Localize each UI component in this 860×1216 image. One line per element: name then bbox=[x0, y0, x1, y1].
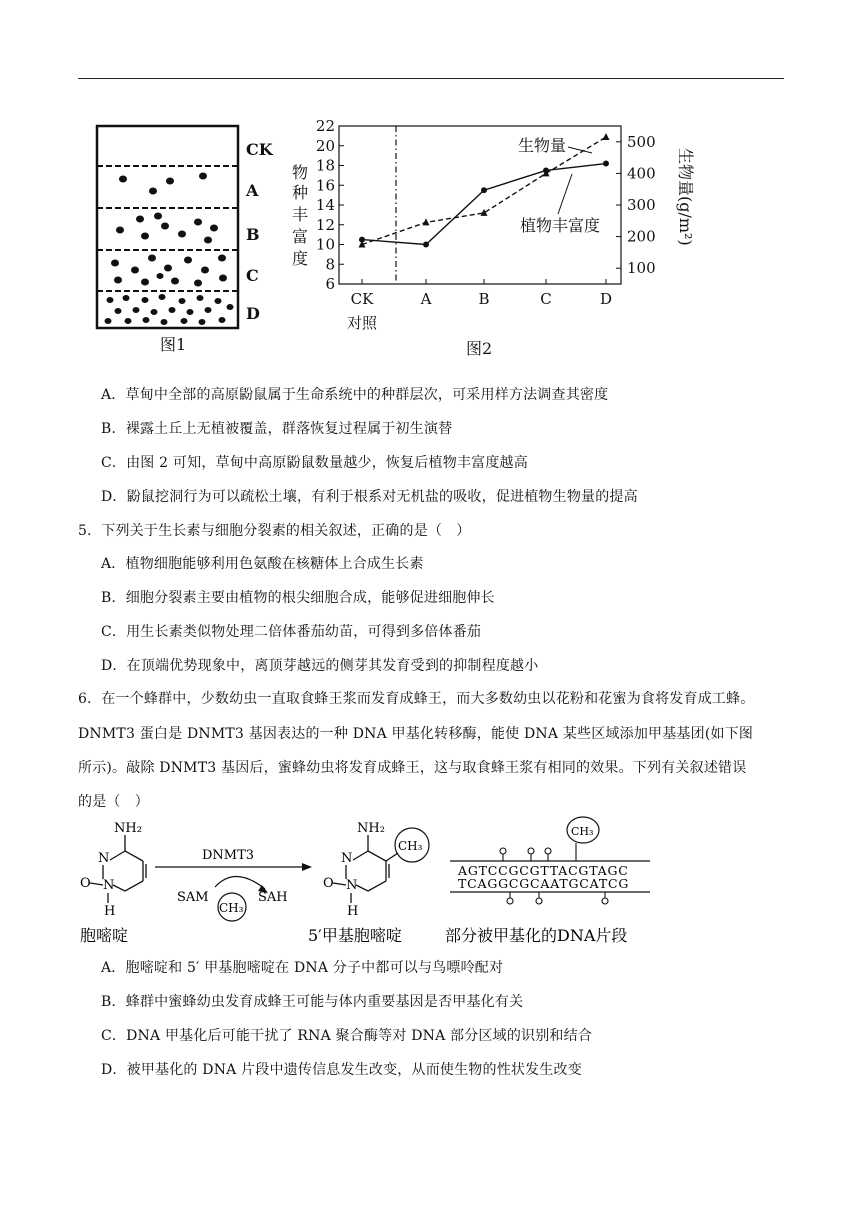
caption-methylcytosine: 5′甲基胞嘧啶 bbox=[308, 926, 402, 945]
x-tick-label: C bbox=[540, 290, 552, 308]
enzyme-label: DNMT3 bbox=[202, 848, 255, 863]
methyl-group-label: CH₃ bbox=[398, 839, 423, 853]
q6-stem-line: DNMT3 蛋白是 DNMT3 基因表达的一种 DNA 甲基化转移酶，能使 DNA 某些区域添加甲基基团(如下图 bbox=[78, 726, 754, 742]
biomass-point bbox=[423, 218, 430, 225]
left-tick-label: 18 bbox=[315, 156, 335, 175]
right-tick-label: 300 bbox=[627, 196, 656, 214]
caption-cytosine: 胞嘧啶 bbox=[80, 926, 129, 945]
cytosine-n3: N bbox=[98, 851, 110, 866]
q6-option-c: C．DNA 甲基化后可能干扰了 RNA 聚合酶等对 DNA 部分区域的识别和结合 bbox=[101, 1028, 593, 1044]
left-tick-label: 14 bbox=[315, 196, 335, 214]
q6-stem-line: 的是（ ） bbox=[78, 794, 149, 810]
dots-layer-a bbox=[119, 173, 207, 195]
methylcytosine-nh2: NH₂ bbox=[357, 821, 385, 836]
x-tick-label: CK bbox=[350, 290, 374, 308]
left-axis-label-char: 富 bbox=[291, 227, 309, 246]
row-label-a: A bbox=[246, 181, 259, 200]
cytosine-h: H bbox=[104, 904, 116, 919]
dots-layer-c bbox=[111, 255, 227, 287]
row-label-ck: CK bbox=[246, 140, 273, 159]
left-tick-label: 8 bbox=[325, 255, 335, 274]
sah-label: SAH bbox=[258, 890, 288, 905]
figure-2-caption: 图2 bbox=[466, 339, 493, 358]
right-tick-label: 500 bbox=[627, 132, 656, 151]
q5-option-c: C．用生长素类似物处理二倍体番茄幼苗，可得到多倍体番茄 bbox=[101, 624, 482, 640]
legend-biomass: 生物量 bbox=[518, 136, 567, 155]
richness-point bbox=[423, 242, 429, 248]
row-label-d: D bbox=[246, 304, 260, 323]
left-tick-label: 12 bbox=[315, 215, 335, 234]
methyl-marks-bottom bbox=[507, 892, 608, 904]
q5-option-b: B．细胞分裂素主要由植物的根尖细胞合成，能够促进细胞伸长 bbox=[101, 590, 495, 606]
q6-methylation-figure bbox=[70, 815, 790, 950]
row-label-c: C bbox=[246, 266, 259, 285]
caption-dna-fragment: 部分被甲基化的DNA片段 bbox=[445, 926, 628, 945]
methylcytosine-h: H bbox=[347, 904, 359, 919]
q5-stem: 5．下列关于生长素与细胞分裂素的相关叙述，正确的是（ ） bbox=[78, 523, 471, 539]
cofactor-arrow bbox=[215, 876, 265, 889]
q6-option-a: A．胞嘧啶和 5′ 甲基胞嘧啶在 DNA 分子中都可以与鸟嘌呤配对 bbox=[101, 960, 504, 976]
legend-richness-leader bbox=[558, 174, 572, 214]
right-axis-label: 生物量(g/m²) bbox=[676, 148, 695, 246]
q5-option-d: D．在顶端优势现象中，离顶芽越远的侧芽其发育受到的抑制程度越小 bbox=[101, 658, 539, 674]
q4-option-a: A．草甸中全部的高原鼢鼠属于生命系统中的种群层次，可采用样方法调查其密度 bbox=[101, 387, 609, 403]
dots-layer-b bbox=[116, 213, 218, 244]
q4-option-c: C．由图 2 可知，草甸中高原鼢鼠数量越少，恢复后植物丰富度越高 bbox=[101, 455, 528, 471]
row-label-b: B bbox=[246, 225, 260, 244]
cytosine-n1: N bbox=[103, 878, 115, 893]
x-tick-label: B bbox=[478, 290, 490, 308]
q4-option-b: B．裸露土丘上无植被覆盖，群落恢复过程属于初生演替 bbox=[101, 421, 453, 437]
q4-option-d: D．鼢鼠挖洞行为可以疏松土壤，有利于根系对无机盐的吸收，促进植物生物量的提高 bbox=[101, 489, 638, 505]
left-axis-label-char: 种 bbox=[291, 183, 309, 202]
figure-1 bbox=[90, 118, 280, 358]
left-axis-label-char: 物 bbox=[291, 163, 309, 182]
left-tick-label: 10 bbox=[315, 235, 335, 254]
q6-stem-line: 6．在一个蜂群中，少数幼虫一直取食蜂王浆而发育成蜂王，而大多数幼虫以花粉和花蜜为食将发育成工蜂。 bbox=[78, 691, 755, 707]
x-tick-label: D bbox=[599, 290, 613, 308]
cytosine-o: O bbox=[80, 876, 91, 891]
right-tick-label: 200 bbox=[627, 227, 656, 246]
left-tick-label: 20 bbox=[315, 136, 335, 155]
left-tick-label: 6 bbox=[325, 275, 335, 293]
reaction-arrow-head bbox=[302, 863, 312, 871]
biomass-point bbox=[481, 209, 488, 216]
left-axis-label-char: 丰 bbox=[291, 205, 309, 224]
methylcytosine-n1: N bbox=[346, 878, 358, 893]
legend-richness: 植物丰富度 bbox=[520, 216, 601, 235]
biomass-point bbox=[603, 133, 610, 140]
cytosine-nh2: NH₂ bbox=[114, 821, 142, 836]
right-tick-label: 100 bbox=[627, 259, 656, 278]
left-tick-label: 16 bbox=[315, 176, 335, 195]
right-tick-label: 400 bbox=[627, 164, 656, 183]
richness-point bbox=[481, 187, 487, 193]
figure-2-chart bbox=[280, 118, 710, 363]
dna-top-strand: AGTCCGCGTTACGTAGC bbox=[458, 863, 629, 878]
figure-1-caption: 图1 bbox=[160, 335, 187, 354]
q6-option-d: D．被甲基化的 DNA 片段中遗传信息发生改变，从而使生物的性状发生改变 bbox=[101, 1062, 582, 1078]
richness-point bbox=[603, 161, 609, 167]
dna-methyl-label: CH₃ bbox=[571, 825, 594, 838]
x-sub-label: 对照 bbox=[346, 314, 378, 332]
methylcytosine-o: O bbox=[323, 876, 334, 891]
q6-option-b: B．蜂群中蜜蜂幼虫发育成蜂王可能与体内重要基因是否甲基化有关 bbox=[101, 994, 524, 1010]
q6-stem-line: 所示)。敲除 DNMT3 基因后，蜜蜂幼虫将发育成蜂王，这与取食蜂王浆有相同的效果。下列有关叙述错误 bbox=[78, 760, 747, 776]
header-rule bbox=[78, 78, 784, 79]
left-tick-label: 22 bbox=[315, 118, 335, 135]
x-tick-label: A bbox=[420, 290, 432, 308]
ch3-transfer-label: CH₃ bbox=[219, 901, 244, 915]
methylcytosine-n3: N bbox=[341, 851, 353, 866]
sam-label: SAM bbox=[177, 890, 209, 905]
dots-layer-d bbox=[105, 294, 234, 325]
dna-bottom-strand: TCAGGCGCAATGCATCG bbox=[458, 876, 630, 891]
q5-option-a: A．植物细胞能够利用色氨酸在核糖体上合成生长素 bbox=[101, 556, 424, 572]
left-axis-label-char: 度 bbox=[291, 249, 309, 268]
methyl-marks-top bbox=[500, 843, 576, 861]
